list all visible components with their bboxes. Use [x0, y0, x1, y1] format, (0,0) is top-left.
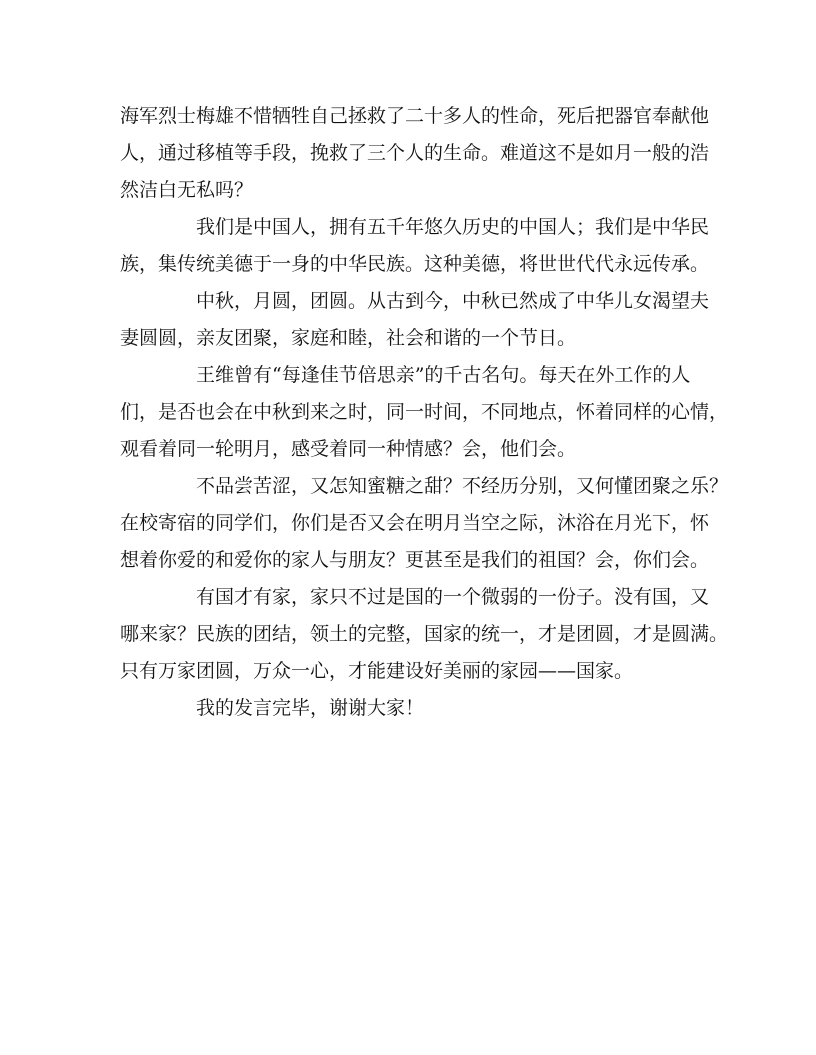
- paragraph-3: [120, 283, 710, 357]
- text-line: 族，集传统美德于一身的中华民族。这种美德，将世世代代永远传承。: [120, 253, 710, 275]
- text-line: 我们是中国人，拥有五千年悠久历史的中国人；我们是中华民: [196, 216, 710, 238]
- text-line: 妻圆圆，亲友团聚，家庭和睦，社会和谐的一个节日。: [120, 327, 577, 349]
- document-body: [120, 98, 729, 727]
- text-line: 然洁白无私吗？: [120, 179, 254, 201]
- paragraph-6: [120, 579, 729, 690]
- text-line: 不品尝苦涩，又怎知蜜糖之甜？不经历分别，又何懂团聚之乐？: [196, 475, 729, 497]
- text-line: 想着你爱的和爱你的家人与朋友？更甚至是我们的祖国？会，你们会。: [120, 549, 710, 571]
- text-line: 哪来家？民族的团结，领土的完整，国家的统一，才是团圆，才是圆满。: [120, 623, 729, 645]
- text-line: 人，通过移植等手段，挽救了三个人的生命。难道这不是如月一般的浩: [120, 142, 710, 164]
- text-line: 们，是否也会在中秋到来之时，同一时间，不同地点，怀着同样的心情，: [120, 401, 729, 423]
- text-line: 海军烈士梅雄不惜牺牲自己拯救了二十多人的性命，死后把器官奉献他: [120, 105, 710, 127]
- paragraph-2: [120, 209, 710, 283]
- text-line: 中秋，月圆，团圆。从古到今，中秋已然成了中华儿女渴望夫: [196, 290, 710, 312]
- text-line: 王维曾有“每逢佳节倍思亲”的千古名句。每天在外工作的人: [196, 364, 691, 386]
- paragraph-5: [120, 468, 729, 579]
- text-line: 有国才有家，家只不过是国的一个微弱的一份子。没有国，又: [196, 586, 710, 608]
- paragraph-7: [120, 690, 700, 727]
- paragraph-4: [120, 357, 729, 468]
- text-line: 只有万家团圆，万众一心，才能建设好美丽的家园——国家。: [120, 660, 634, 682]
- paragraph-1: [120, 98, 710, 209]
- text-line: 在校寄宿的同学们，你们是否又会在明月当空之际，沐浴在月光下，怀: [120, 512, 710, 534]
- text-line: 观看着同一轮明月，感受着同一种情感？会，他们会。: [120, 438, 577, 460]
- text-line: 我的发言完毕，谢谢大家！: [196, 697, 425, 719]
